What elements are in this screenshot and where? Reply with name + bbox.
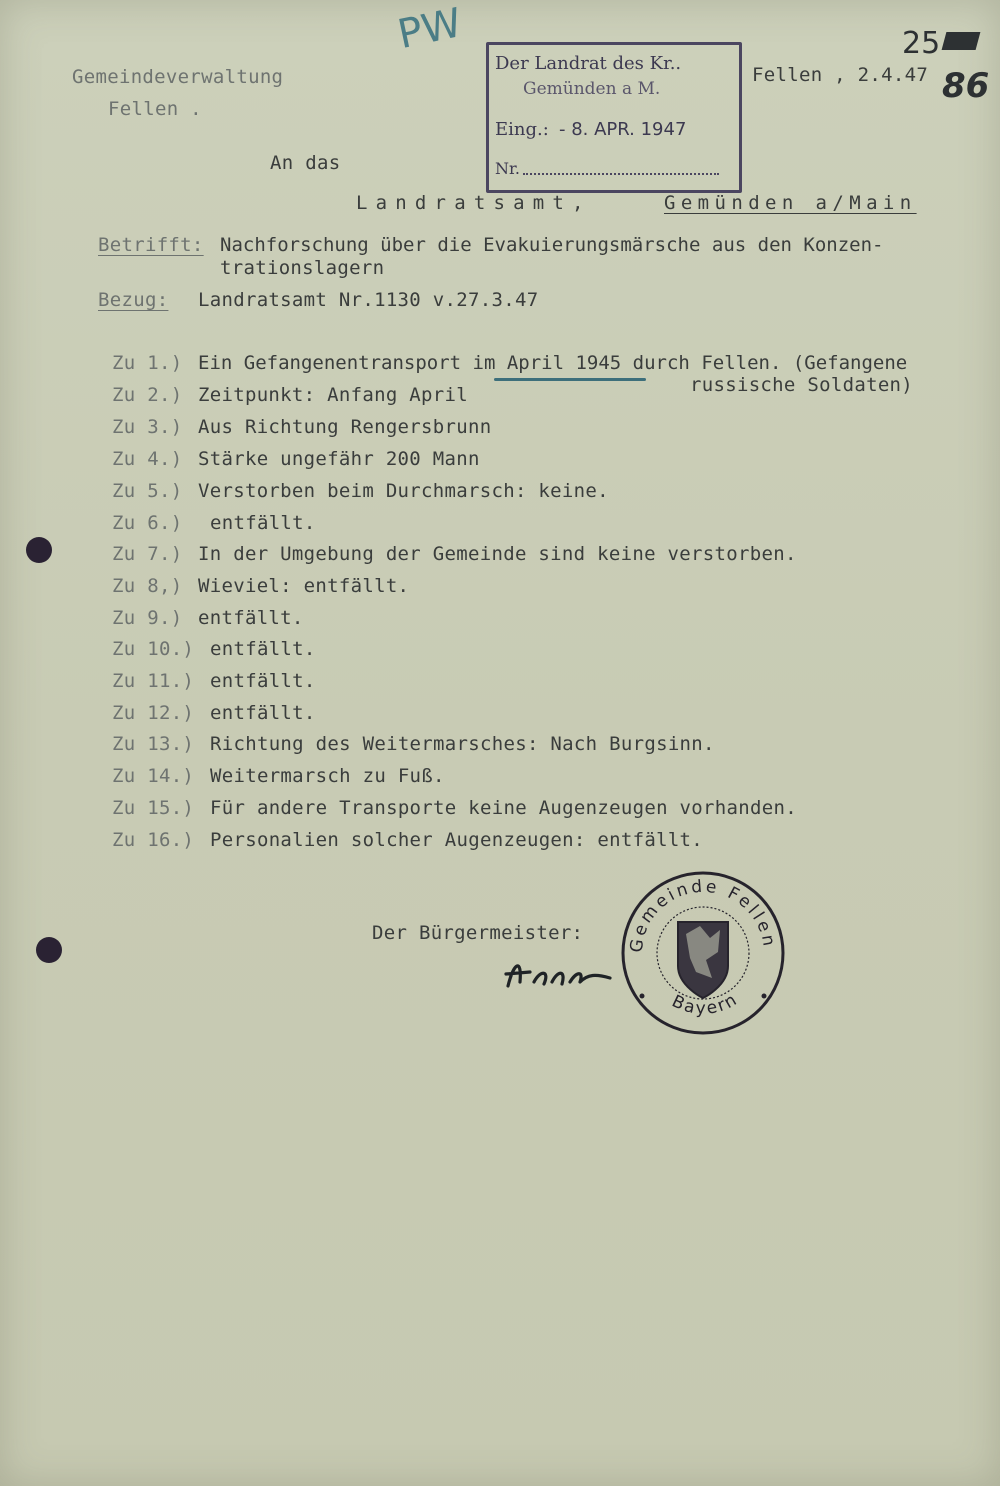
item-number: Zu 1.): [112, 352, 183, 374]
reference-text: Landratsamt Nr.1130 v.27.3.47: [198, 289, 539, 311]
item-text: Weitermarsch zu Fuß.: [210, 765, 445, 787]
sender-line-2: Fellen .: [108, 98, 202, 120]
item-text: entfällt.: [210, 670, 316, 692]
item-text: Stärke ungefähr 200 Mann: [198, 448, 480, 470]
recipient-line-3: Gemünden a/Main: [664, 192, 917, 214]
item-number: Zu 16.): [112, 829, 195, 851]
item-text: entfällt.: [210, 638, 316, 660]
seal-top-text: Gemeinde Fellen: [626, 876, 780, 954]
item-text: entfällt.: [198, 607, 304, 629]
reference-label: Bezug:: [98, 289, 169, 311]
place-date: Fellen , 2.4.47: [752, 64, 929, 86]
item-text: Ein Gefangenentransport im April 1945 durch Fellen. (Gefangene: [198, 352, 908, 374]
item-number: Zu 2.): [112, 384, 183, 406]
recipient-line-1: An das: [270, 152, 341, 174]
punch-hole-lower: [36, 937, 62, 963]
item-number: Zu 8,): [112, 575, 183, 597]
stamp-nr-label: Nr.: [495, 159, 520, 178]
item-number: Zu 6.): [112, 512, 183, 534]
item-number: Zu 13.): [112, 733, 195, 755]
blue-pencil-underline: [494, 378, 646, 381]
strike-mark: [942, 32, 981, 50]
item-number: Zu 5.): [112, 480, 183, 502]
punch-hole-upper: [26, 537, 52, 563]
item-text: Richtung des Weitermarsches: Nach Burgsinn.: [210, 733, 715, 755]
item-number: Zu 7.): [112, 543, 183, 565]
item-number: Zu 4.): [112, 448, 183, 470]
item-text: Personalien solcher Augenzeugen: entfällt.: [210, 829, 704, 851]
sender-line-1: Gemeindeverwaltung: [72, 66, 284, 88]
seal-bottom-text: Bayern: [668, 989, 742, 1019]
subject-text-1: Nachforschung über die Evakuierungsmärsche aus den Konzen-: [220, 234, 884, 256]
item-number: Zu 11.): [112, 670, 195, 692]
item-text: Aus Richtung Rengersbrunn: [198, 416, 492, 438]
recipient-line-2: Landratsamt,: [356, 192, 592, 214]
item-number: Zu 10.): [112, 638, 195, 660]
item-number: Zu 14.): [112, 765, 195, 787]
item-text: In der Umgebung der Gemeinde sind keine verstorben.: [198, 543, 797, 565]
item-number: Zu 12.): [112, 702, 195, 724]
item-number: Zu 15.): [112, 797, 195, 819]
item-text: Wieviel: entfällt.: [198, 575, 410, 597]
stamp-eing-label: Eing.:: [495, 119, 549, 140]
item-text: entfällt.: [210, 512, 316, 534]
stamp-line-1: Der Landrat des Kr..: [495, 53, 682, 74]
item-text: Für andere Transporte keine Augenzeugen vorhanden.: [210, 797, 797, 819]
receipt-stamp: [486, 42, 742, 193]
stamp-nr-dots: [523, 173, 719, 175]
item-text: Zeitpunkt: Anfang April: [198, 384, 468, 406]
item-text: entfällt.: [210, 702, 316, 724]
item-text: Verstorben beim Durchmarsch: keine.: [198, 480, 609, 502]
municipal-seal: [620, 868, 786, 1038]
item-number: Zu 9.): [112, 607, 183, 629]
page-number-bottom: 86: [942, 66, 990, 106]
subject-text-2: trationslagern: [220, 257, 385, 279]
stamp-eing-date: - 8. APR. 1947: [559, 119, 687, 140]
subject-label: Betrifft:: [98, 234, 204, 256]
stamp-line-2: Gemünden a M.: [523, 79, 661, 99]
item-continuation: russische Soldaten): [690, 374, 914, 396]
signature: [500, 952, 620, 996]
item-number: Zu 3.): [112, 416, 183, 438]
page-number-top: 25: [902, 26, 941, 61]
handwritten-initials: PW: [393, 0, 466, 59]
closing-title: Der Bürgermeister:: [372, 922, 584, 944]
